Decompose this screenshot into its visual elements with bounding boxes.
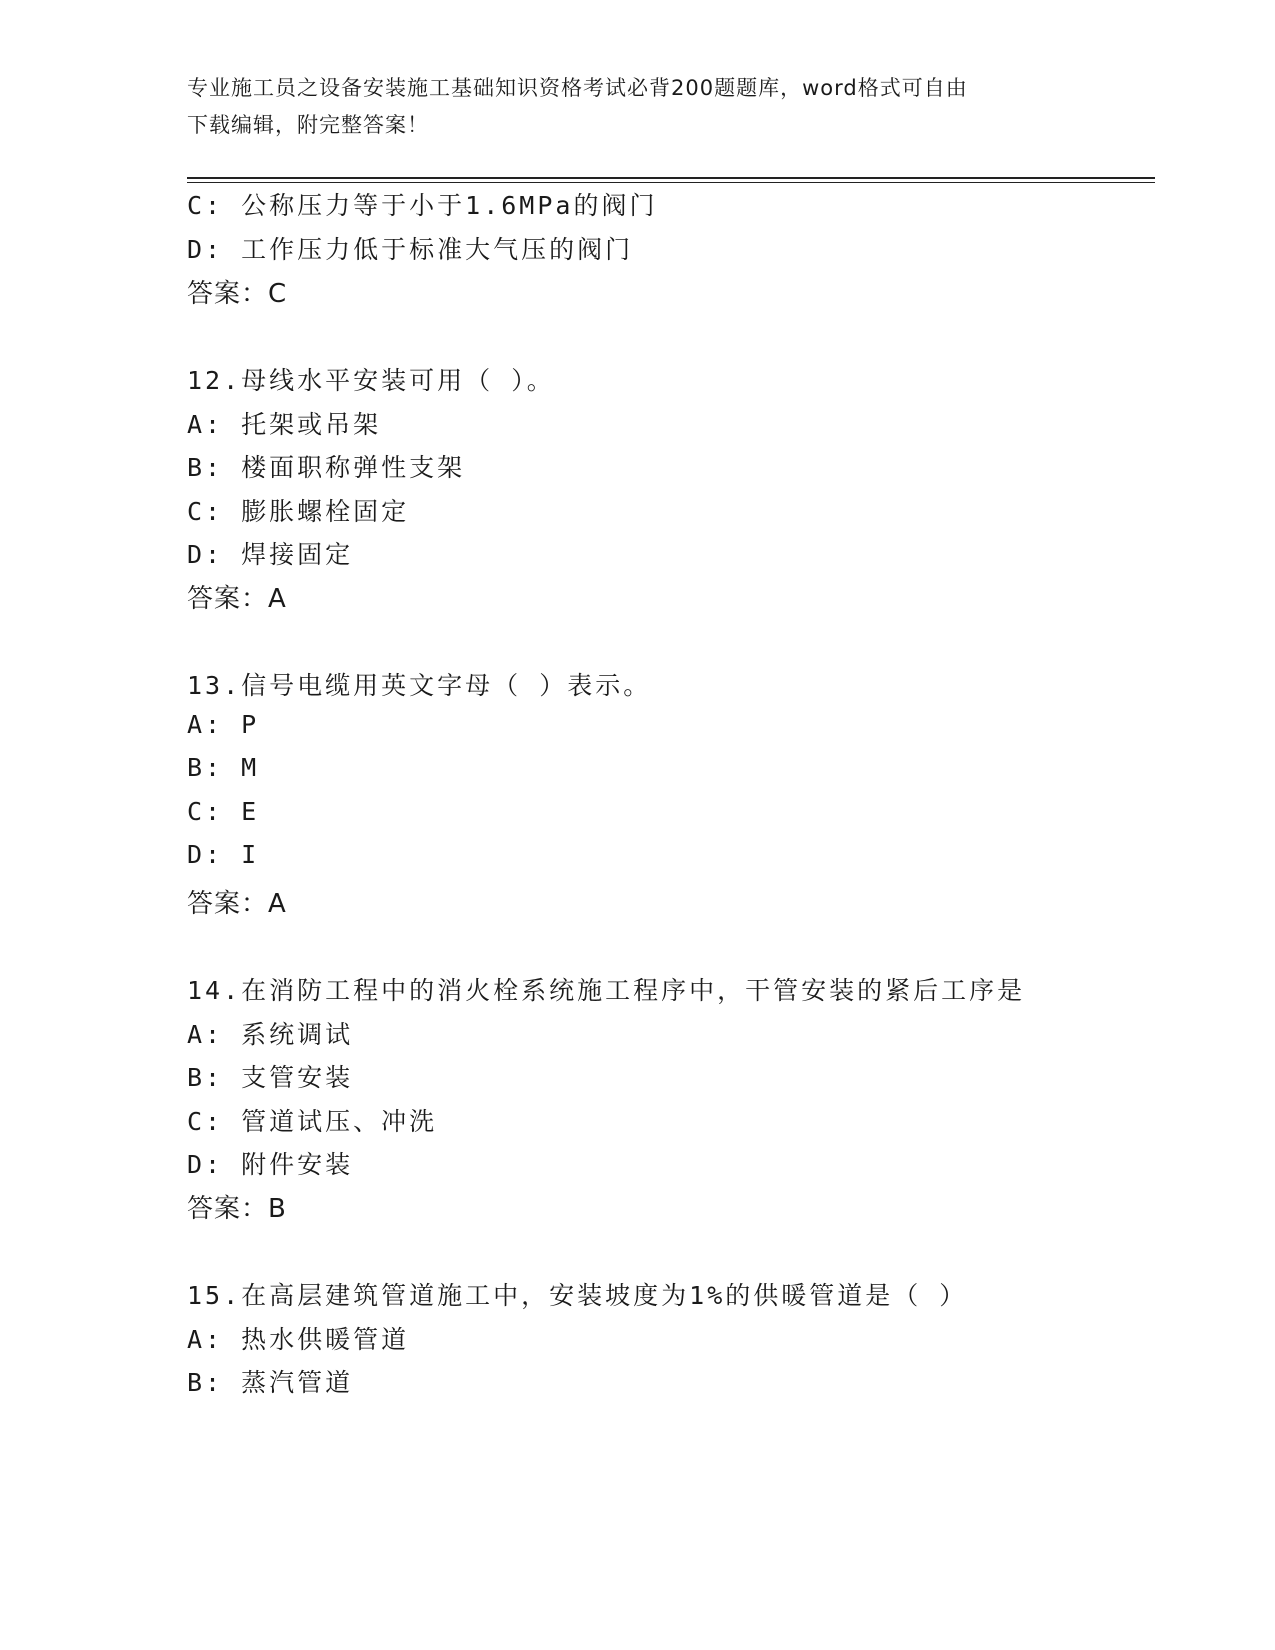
option-b: B: 蒸汽管道 — [187, 1368, 354, 1397]
option-b: B: 支管安装 — [187, 1063, 354, 1092]
option-b: B: 楼面职称弹性支架 — [187, 453, 466, 482]
option-c: C: 公称压力等于小于1.6MPa的阀门 — [187, 191, 658, 220]
option-a: A: 托架或吊架 — [187, 410, 382, 439]
option-d: D: I — [187, 840, 260, 869]
option-a: A: P — [187, 710, 260, 739]
question-text: 15.在高层建筑管道施工中，安装坡度为1%的供暖管道是（ ） — [187, 1281, 968, 1310]
option-c: C: 管道试压、冲洗 — [187, 1107, 438, 1136]
option-d: D: 焊接固定 — [187, 540, 354, 569]
option-d: D: 附件安装 — [187, 1150, 354, 1179]
question-text: 12.母线水平安装可用（ ）。 — [187, 366, 555, 395]
option-d: D: 工作压力低于标准大气压的阀门 — [187, 235, 634, 264]
answer: 答案：C — [187, 279, 288, 309]
option-a: A: 系统调试 — [187, 1020, 354, 1049]
option-a: A: 热水供暖管道 — [187, 1325, 410, 1354]
header-divider-thick — [187, 177, 1155, 179]
option-c: C: 膨胀螺栓固定 — [187, 497, 410, 526]
answer: 答案：B — [187, 1194, 287, 1224]
question-text: 13.信号电缆用英文字母（ ）表示。 — [187, 671, 652, 700]
header-title-line-1: 专业施工员之设备安装施工基础知识资格考试必背200题题库，word格式可自由 — [187, 76, 968, 100]
header-title-line-2: 下载编辑，附完整答案！ — [187, 113, 429, 137]
question-text: 14.在消防工程中的消火栓系统施工程序中，干管安装的紧后工序是 — [187, 976, 1026, 1005]
document-header — [187, 70, 1087, 144]
header-divider-thin — [187, 182, 1155, 183]
option-b: B: M — [187, 753, 260, 782]
option-c: C: E — [187, 797, 260, 826]
answer: 答案：A — [187, 889, 287, 919]
answer: 答案：A — [187, 584, 287, 614]
